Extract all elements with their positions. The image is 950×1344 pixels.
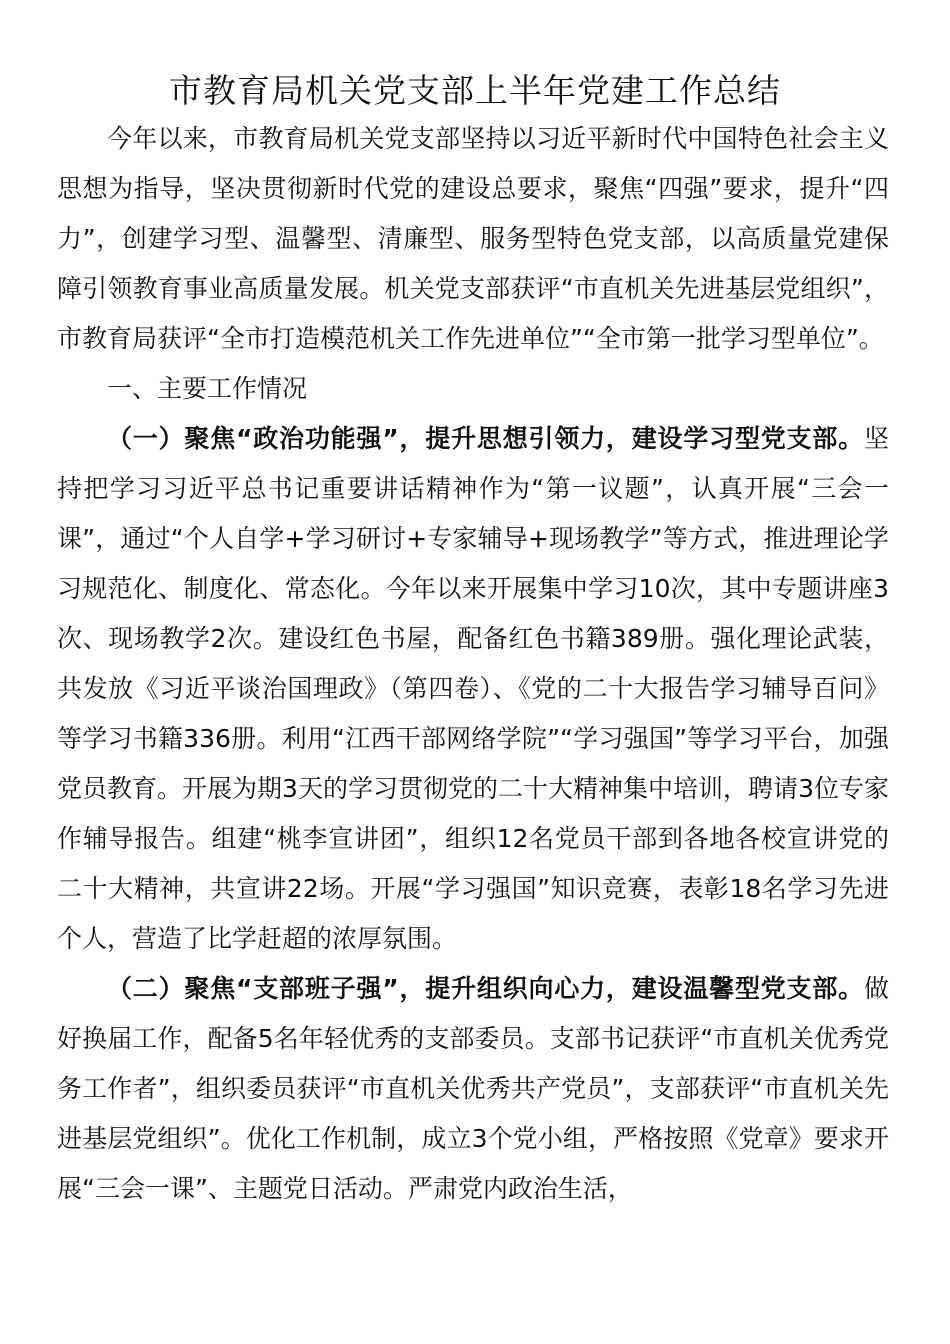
intro-paragraph: 今年以来，市教育局机关党支部坚持以习近平新时代中国特色社会主义思想为指导，坚决贯彻新时代党的建设总要求，聚焦“四强”要求，提升“四力”，创建学习型、温馨型、清廉型、服务型特色党支部，以高质量党建保障引领教育事业高质量发展。机关党支部获评“市直机关先进基层党组织”，市教育局获评“全市打造模范机关工作先进单位”“全市第一批学习型单位”。	[57, 124, 889, 353]
item-two-body: 做好换届工作，配备5名年轻优秀的支部委员。支部书记获评“市直机关优秀党务工作者”，组织委员获评“市直机关优秀共产党员”，支部获评“市直机关先进基层党组织”。优化工作机制，成立3个党小组，严格按照《党章》要求开展“三会一课”、主题党日活动。严肃党内政治生活，	[57, 974, 889, 1203]
item-one-paragraph	[57, 414, 889, 964]
section-heading-main-work: 一、主要工作情况	[107, 374, 308, 403]
item-two-heading: （二）聚焦“支部班子强”，提升组织向心力，建设温馨型党支部。	[107, 974, 864, 1003]
item-two-paragraph	[57, 964, 889, 1214]
document-body	[57, 114, 889, 1214]
item-one-body: 坚持把学习习近平总书记重要讲话精神作为“第一议题”，认真开展“三会一课”，通过“个人自学+学习研讨+专家辅导+现场教学”等方式，推进理论学习规范化、制度化、常态化。今年以来开展集中学习10次，其中专题讲座3次、现场教学2次。建设红色书屋，配备红色书籍389册。强化理论武装，共发放《习近平谈治国理政》（第四卷）、《党的二十大报告学习辅导百问》等学习书籍336册。利用“江西干部网络学院”“学习强国”等学习平台，加强党员教育。开展为期3天的学习贯彻党的二十大精神集中培训，聘请3位专家作辅导报告。组建“桃李宣讲团”，组织12名党员干部到各地各校宣讲党的二十大精神，共宣讲22场。开展“学习强国”知识竞赛，表彰18名学习先进个人，营造了比学赶超的浓厚氛围。	[57, 424, 889, 953]
item-one-heading: （一）聚焦“政治功能强”，提升思想引领力，建设学习型党支部。	[107, 424, 864, 453]
document-title: 市教育局机关党支部上半年党建工作总结	[169, 71, 781, 110]
